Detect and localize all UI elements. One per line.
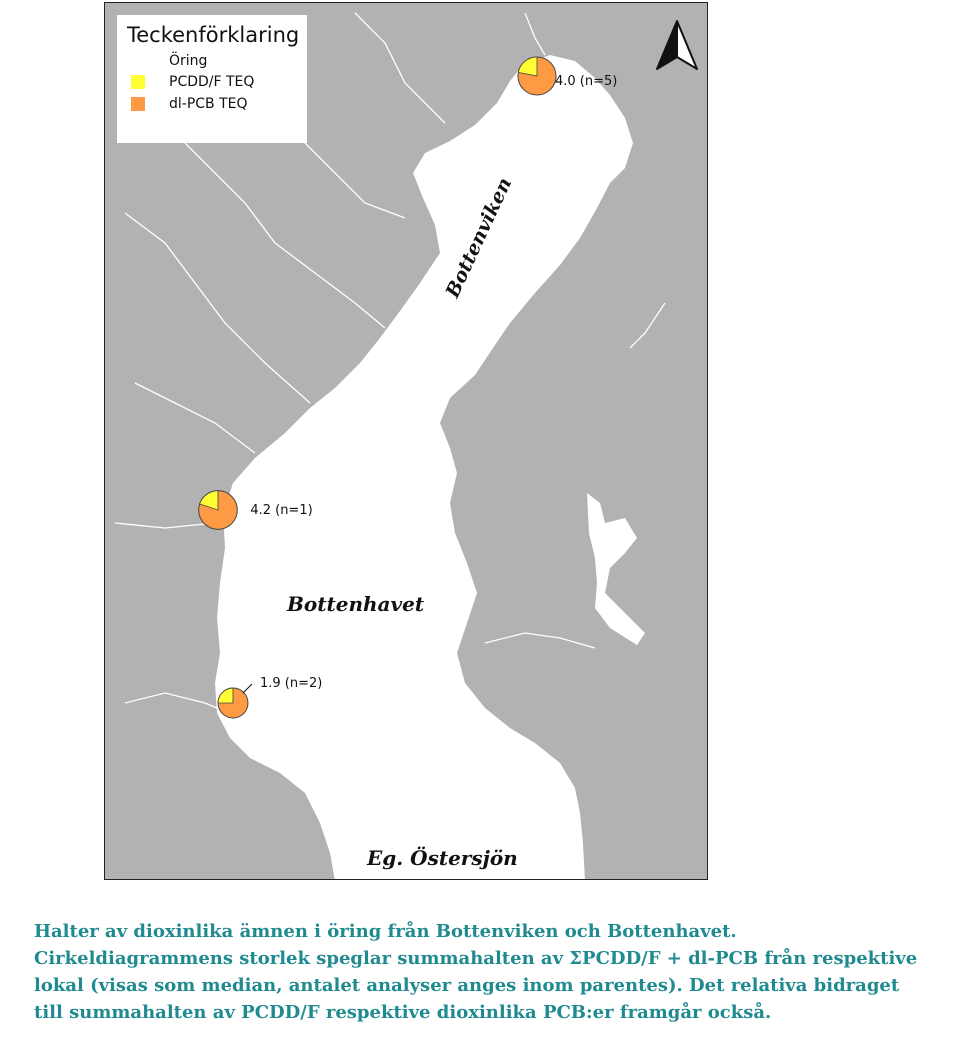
legend-subtitle: Öring <box>169 53 208 69</box>
label-bottenhavet: Bottenhavet <box>287 592 425 616</box>
legend-item-dlpcb <box>127 96 297 112</box>
label-ostersjon: Eg. Östersjön <box>367 846 518 870</box>
pie-label: 4.2 (n=1) <box>250 503 313 518</box>
legend-swatch-pcddf <box>131 75 145 89</box>
label-bottenviken: Bottenviken <box>441 174 517 302</box>
legend-title: Teckenförklaring <box>127 23 300 47</box>
figure-caption: Halter av dioxinlika ämnen i öring från Bottenviken och Bottenhavet. Cirkeldiagrammens storlek speglar summahalten av ΣPCDD/F + dl-PCB från respektive lokal (visas som median, antalet analyser anges inom parentes). Det relativa bidraget till summahalten av PCDD/F respektive dioxinlika PCB:er framgår också. <box>34 921 918 1023</box>
legend-swatch-dlpcb <box>131 97 145 111</box>
pie-label: 1.9 (n=2) <box>259 676 323 691</box>
legend-item-pcddf <box>127 74 297 90</box>
legend-label-dlpcb: dl-PCB TEQ <box>169 96 248 112</box>
legend <box>117 15 307 143</box>
legend-label-pcddf: PCDD/F TEQ <box>169 74 255 90</box>
pie-label: 4.0 (n=5) <box>555 74 618 89</box>
map <box>104 2 708 880</box>
